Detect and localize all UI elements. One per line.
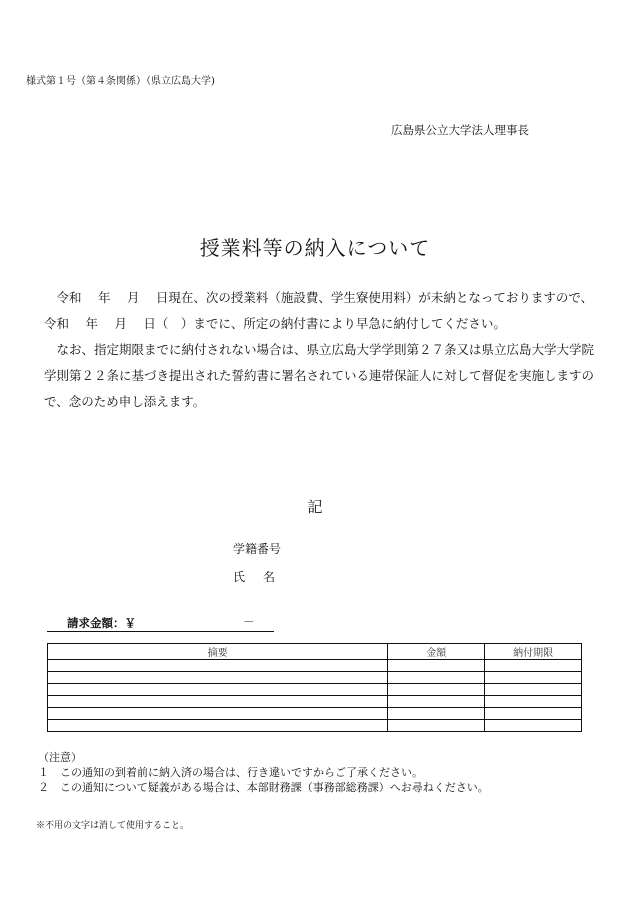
table-cell	[388, 708, 485, 720]
table-row	[48, 696, 582, 708]
table-row	[48, 708, 582, 720]
billing-amount-label: 請求金額：￥	[67, 616, 136, 630]
name-label	[233, 568, 275, 585]
table-cell	[388, 720, 485, 732]
table-cell	[388, 660, 485, 672]
billing-amount-line	[47, 615, 274, 632]
table-cell	[48, 672, 388, 684]
billing-amount-dash: －	[243, 615, 255, 629]
table-cell	[485, 720, 582, 732]
table-cell	[48, 684, 388, 696]
table-cell	[485, 684, 582, 696]
table-header-deadline: 納付期限	[485, 644, 582, 660]
table-cell	[388, 672, 485, 684]
table-row	[48, 720, 582, 732]
table-cell	[48, 660, 388, 672]
table-header-amount: 金額	[388, 644, 485, 660]
issuer: 広島県公立大学法人理事長	[391, 123, 529, 137]
table-row	[48, 660, 582, 672]
table-cell	[388, 696, 485, 708]
table-cell	[485, 708, 582, 720]
name-label-1: 氏	[233, 570, 246, 584]
document-title: 授業料等の納入について	[199, 236, 431, 260]
table-cell	[485, 696, 582, 708]
table-cell	[48, 720, 388, 732]
table-header-row	[48, 644, 582, 660]
table-header-description: 摘要	[48, 644, 388, 660]
body-paragraph-1: 令和 年 月 日現在、次の授業料（施設費、学生寮使用料）が未納となっておりますので、令和 年 月 日（ ）までに、所定の納付書により早急に納付してください。	[44, 290, 594, 331]
remark: ※不用の文字は消して使用すること。	[36, 821, 190, 831]
table-cell	[388, 684, 485, 696]
table-row	[48, 684, 582, 696]
student-id-label: 学籍番号	[233, 542, 282, 556]
table-cell	[485, 660, 582, 672]
note-item: １ この通知の到着前に納入済の場合は、行き違いですからご了承ください。	[38, 766, 423, 779]
table-cell	[48, 696, 388, 708]
notes-heading: （注意）	[38, 751, 82, 764]
table-row	[48, 672, 582, 684]
notes	[38, 750, 598, 795]
table-cell	[48, 708, 388, 720]
name-label-2: 名	[263, 570, 276, 584]
note-item: ２ この通知について疑義がある場合は、本部財務課（事務部総務課）へお尋ねください。	[38, 781, 489, 794]
detail-table	[47, 643, 582, 732]
table-cell	[485, 672, 582, 684]
form-number: 様式第１号（第４条関係）（県立広島大学)	[26, 76, 215, 87]
body-text	[44, 285, 594, 415]
ki-heading: 記	[307, 498, 323, 516]
body-paragraph-2: なお、指定期限までに納付されない場合は、県立広島大学学則第２７条又は県立広島大学大学院学則第２２条に基づき提出された誓約書に署名されている連帯保証人に対して督促を実施しますので、念のため申し添えます。	[44, 342, 595, 409]
